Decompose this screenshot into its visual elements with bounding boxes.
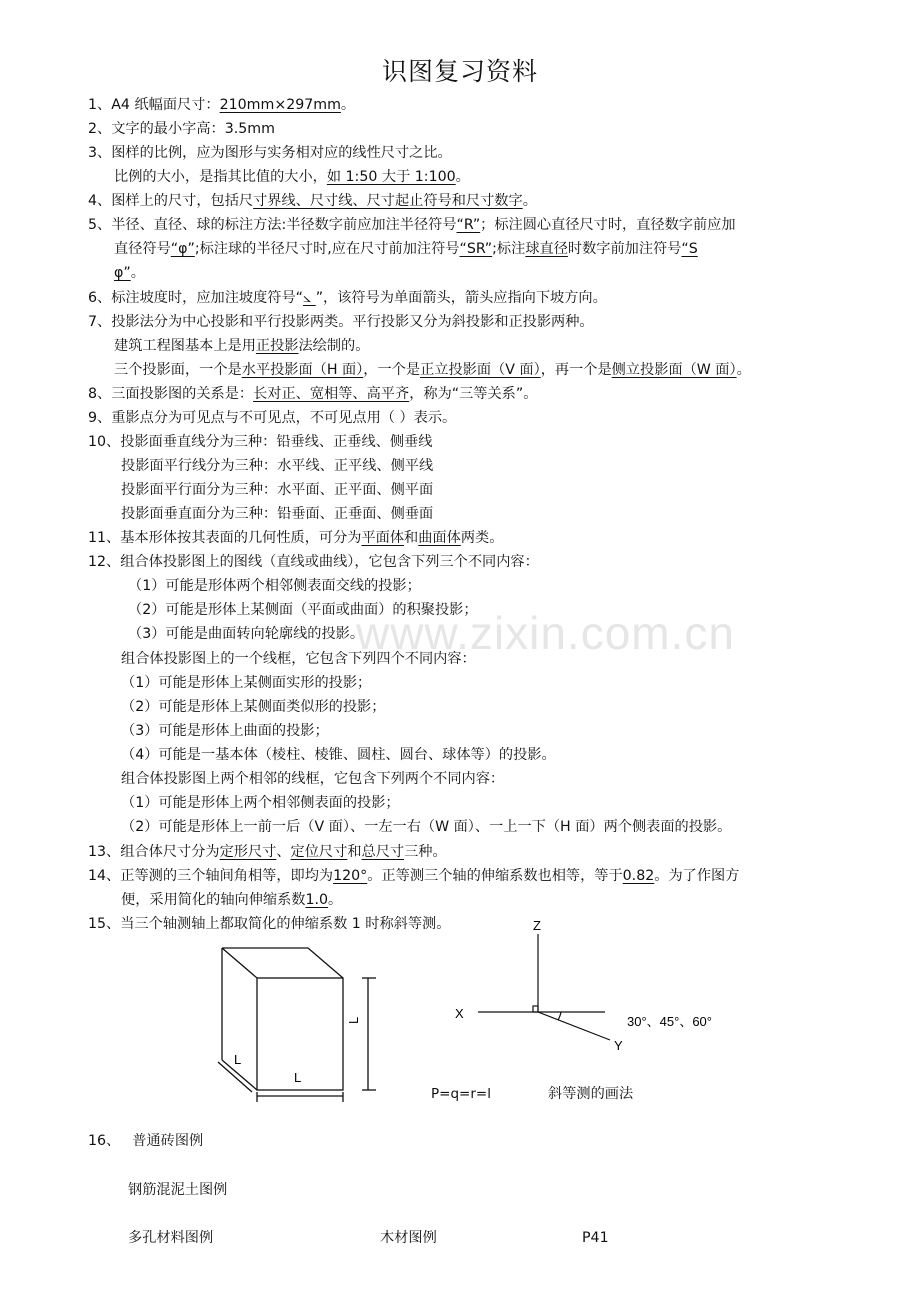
axis-diagram xyxy=(478,934,610,1040)
item-16-line-3: 多孔材料图例 xyxy=(128,1230,214,1246)
slope-symbol: ⦣ xyxy=(303,290,316,306)
item-12-heading: 组合体投影图上的一个线框，它包含下列四个不同内容： xyxy=(121,651,476,667)
item-number: 1、 xyxy=(88,97,112,113)
axis-x-label: X xyxy=(455,1006,464,1021)
cube-dim-right: L xyxy=(346,1016,361,1024)
axis-y-label: Y xyxy=(614,1038,623,1053)
item-10-line-2: 投影面平行线分为三种：水平线、正平线、侧平线 xyxy=(121,458,434,474)
item-11: 11、基本形体按其表面的几何性质，可分为平面体和曲面体两类。 xyxy=(88,530,504,546)
item-12-heading: 组合体投影图上两个相邻的线框，它包含下列两个不同内容： xyxy=(121,771,505,787)
item-14: 14、正等测的三个轴间角相等，即均为120°。正等测三个轴的伸缩系数也相等，等于0.82。为了作图方 xyxy=(88,868,740,884)
item-4: 4、图样上的尺寸，包括尺寸界线、尺寸线、尺寸起止符号和尺寸数字。 xyxy=(88,193,537,209)
watermark-text: www.zixin.com.cn xyxy=(356,607,735,659)
item-12-sub: （3）可能是形体上曲面的投影； xyxy=(121,723,329,739)
figure-caption: 斜等测的画法 xyxy=(548,1086,634,1102)
item-14-line-2: 便，采用简化的轴向伸缩系数1.0。 xyxy=(121,892,343,908)
item-16-line-2: 钢筋混泥土图例 xyxy=(128,1182,228,1198)
page-title: 识图复习资料 xyxy=(381,57,538,86)
item-5: 5、半径、直径、球的标注方法:半径数字前应加注半径符号“R”；标注圆心直径尺寸时，直径数字前应加 xyxy=(88,217,736,233)
item-12-sub: （1）可能是形体上某侧面实形的投影； xyxy=(121,675,372,691)
axis-z-label: Z xyxy=(533,918,541,933)
cube-dim-bottom: L xyxy=(294,1070,302,1085)
item-5-line-2: 直径符号“φ”;标注球的半径尺寸时,应在尺寸前加注符号“SR”;标注球直径时数字前加注符号“S xyxy=(114,241,698,257)
item-15: 15、当三个轴测轴上都取简化的伸缩系数 1 时称斜等测。 xyxy=(88,916,451,932)
item-7-line-2: 建筑工程图基本上是用正投影法绘制的。 xyxy=(114,338,370,354)
item-10: 10、投影面垂直线分为三种：铅垂线、正垂线、侧垂线 xyxy=(88,434,433,450)
item-16: 16、 普通砖图例 xyxy=(88,1133,204,1149)
item-12-sub: （4）可能是一基本体（棱柱、棱锥、圆柱、圆台、球体等）的投影。 xyxy=(121,747,556,763)
item-3-line-2: 比例的大小，是指其比值的大小，如 1:50 大于 1:100。 xyxy=(114,169,470,185)
item-7: 7、投影法分为中心投影和平行投影两类。平行投影又分为斜投影和正投影两种。 xyxy=(88,314,594,330)
page-ref: P41 xyxy=(582,1230,609,1246)
item-16-line-3b: 木材图例 xyxy=(380,1230,437,1246)
item-10-line-4: 投影面垂直面分为三种：铅垂面、正垂面、侧垂面 xyxy=(121,506,434,522)
item-12-sub: （2）可能是形体上某侧面（平面或曲面）的积聚投影； xyxy=(128,602,478,618)
oblique-figure xyxy=(200,912,800,1112)
item-3: 3、图样的比例，应为图形与实务相对应的线性尺寸之比。 xyxy=(88,145,452,161)
item-12-sub: （3）可能是曲面转向轮廓线的投影。 xyxy=(128,626,365,642)
item-8: 8、三面投影图的关系是：长对正、宽相等、高平齐，称为“三等关系”。 xyxy=(88,386,538,402)
item-13: 13、组合体尺寸分为定形尺寸、定位尺寸和总尺寸三种。 xyxy=(88,844,447,860)
item-6: 6、标注坡度时，应加注坡度符号“⦣ ”，该符号为单面箭头，箭头应指向下坡方向。 xyxy=(88,290,607,306)
item-9: 9、重影点分为可见点与不可见点，不可见点用（ ）表示。 xyxy=(88,410,457,426)
formula-caption: P=q=r=l xyxy=(431,1086,491,1102)
item-1: 1、A4 纸幅面尺寸：210mm×297mm。 xyxy=(88,97,356,113)
item-10-line-3: 投影面平行面分为三种：水平面、正平面、侧平面 xyxy=(121,482,434,498)
item-5-line-3: φ”。 xyxy=(114,265,145,281)
item-12-sub: （2）可能是形体上一前一后（V 面）、一左一右（W 面）、一上一下（H 面）两个侧表面的投影。 xyxy=(121,819,732,835)
item-12-sub: （1）可能是形体上两个相邻侧表面的投影； xyxy=(121,795,400,811)
item-12: 12、组合体投影图上的图线（直线或曲线），它包含下列三个不同内容： xyxy=(88,554,539,570)
angle-values: 30°、45°、60° xyxy=(627,1014,712,1029)
cube-dim-left: L xyxy=(234,1052,242,1067)
item-12-sub: （2）可能是形体上某侧面类似形的投影； xyxy=(121,699,386,715)
item-7-line-3: 三个投影面，一个是水平投影面（H 面），一个是正立投影面（V 面），再一个是侧立投影面（W 面）。 xyxy=(114,362,751,378)
item-12-sub: （1）可能是形体两个相邻侧表面交线的投影； xyxy=(128,578,421,594)
item-2: 2、文字的最小字高：3.5mm xyxy=(88,121,275,137)
